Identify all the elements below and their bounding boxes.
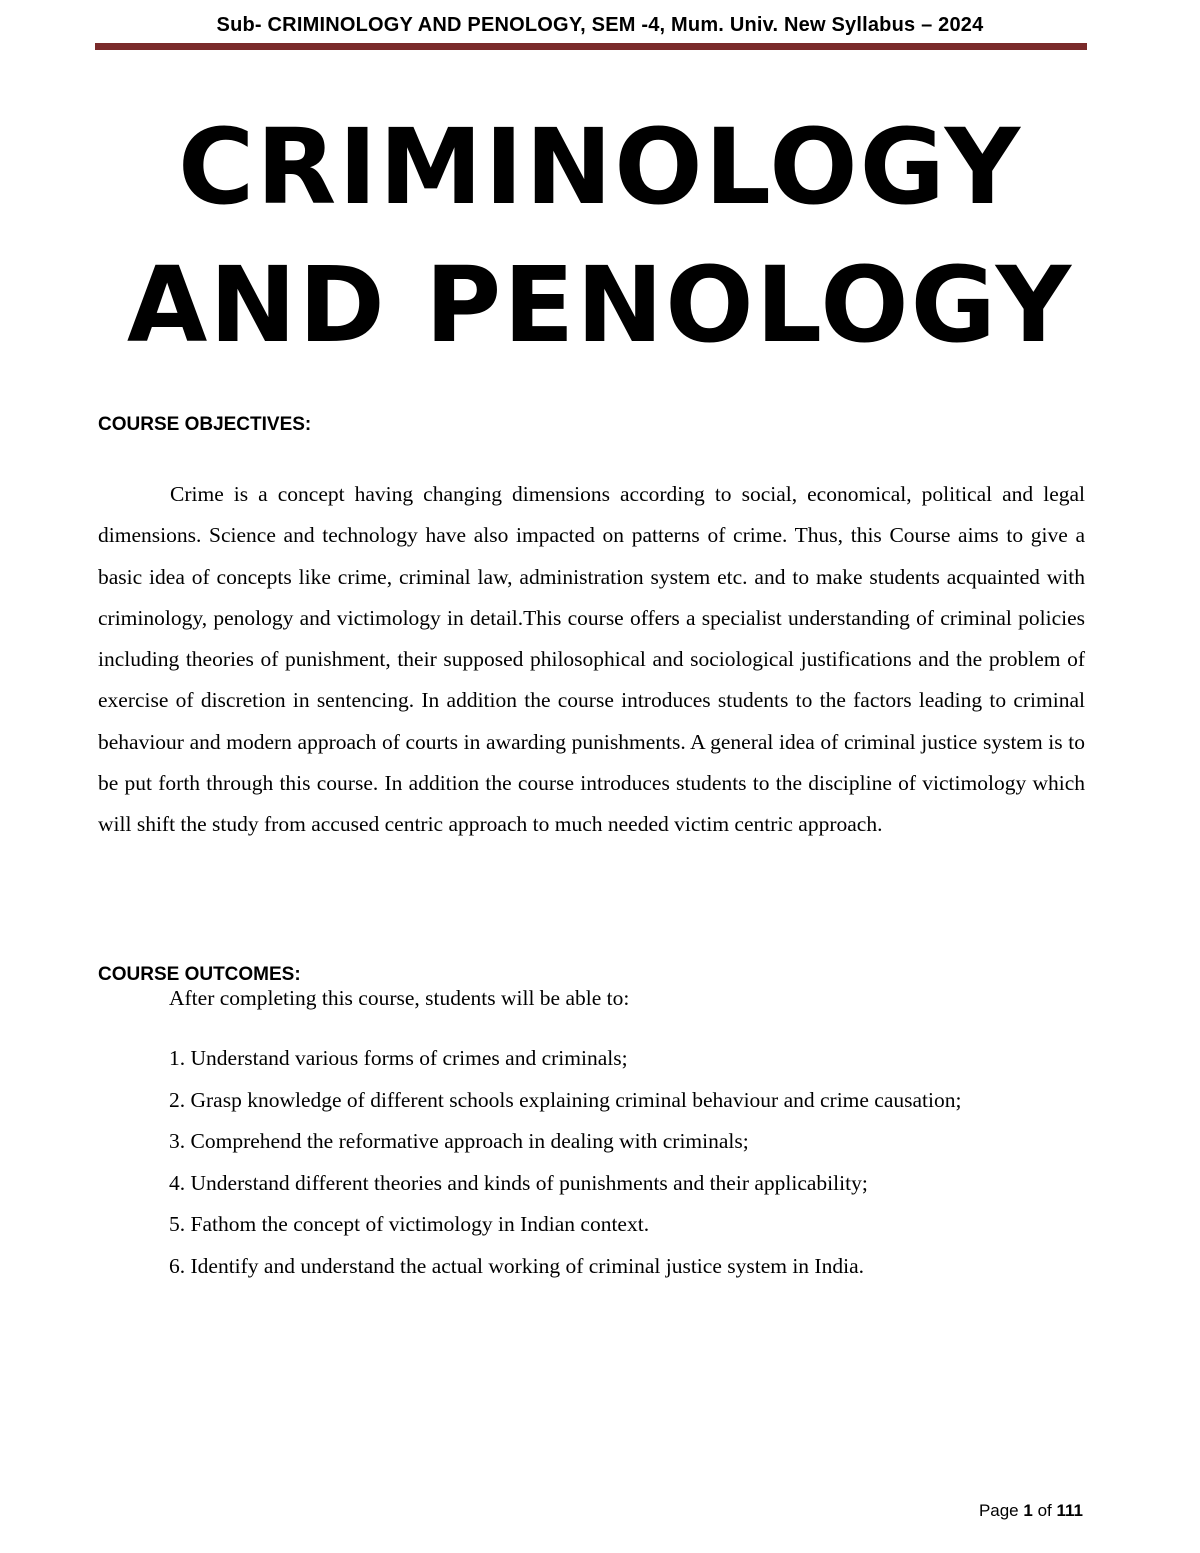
outcome-item: 6. Identify and understand the actual working of criminal justice system in India. (169, 1253, 864, 1278)
header-rule (95, 43, 1087, 50)
current-page: 1 (1023, 1501, 1033, 1520)
outcome-item: 4. Understand different theories and kinds of punishments and their applicability; (169, 1170, 868, 1195)
running-header: Sub- CRIMINOLOGY AND PENOLOGY, SEM -4, Mum. Univ. New Syllabus – 2024 (216, 14, 984, 36)
outcome-item: 1. Understand various forms of crimes and criminals; (169, 1046, 628, 1070)
outcomes-heading: COURSE OUTCOMES: (98, 964, 301, 985)
document-title (0, 98, 1200, 374)
outcome-item: 5. Fathom the concept of victimology in Indian context. (169, 1212, 650, 1236)
objectives-heading: COURSE OBJECTIVES: (98, 414, 312, 435)
of-label: of (1037, 1501, 1052, 1520)
outcomes-list (169, 1038, 961, 1287)
total-pages: 111 (1056, 1501, 1083, 1520)
outcome-item: 2. Grasp knowledge of different schools explaining criminal behaviour and crime causation; (169, 1087, 962, 1112)
objectives-paragraph: Crime is a concept having changing dimensions according to social, economical, political and legal dimensions. Science and technology have also impacted on patterns of crime. Thus, this Course aims to give a basic idea of concepts like crime, criminal law, administration system etc. and to make students acquainted with criminology, penology and victimology in detail.This course offers a specialist understanding of criminal policies including theories of punishment, their supposed philosophical and sociological justifications and the problem of exercise of discretion in sentencing. In addition the course introduces students to the factors leading to criminal behaviour and modern approach of courts in awarding punishments. A general idea of criminal justice system is to be put forth through this course. In addition the course introduces students to the discipline of victimology which will shift the study from accused centric approach to much needed victim centric approach. (98, 482, 1085, 837)
outcomes-intro: After completing this course, students will be able to: (169, 986, 630, 1010)
outcome-item: 3. Comprehend the reformative approach in dealing with criminals; (169, 1129, 749, 1153)
title-line-2: AND PENOLOGY (126, 244, 1074, 366)
title-line-1: CRIMINOLOGY (177, 106, 1023, 228)
page-label: Page (978, 1501, 1019, 1520)
page-number (979, 1501, 1083, 1521)
